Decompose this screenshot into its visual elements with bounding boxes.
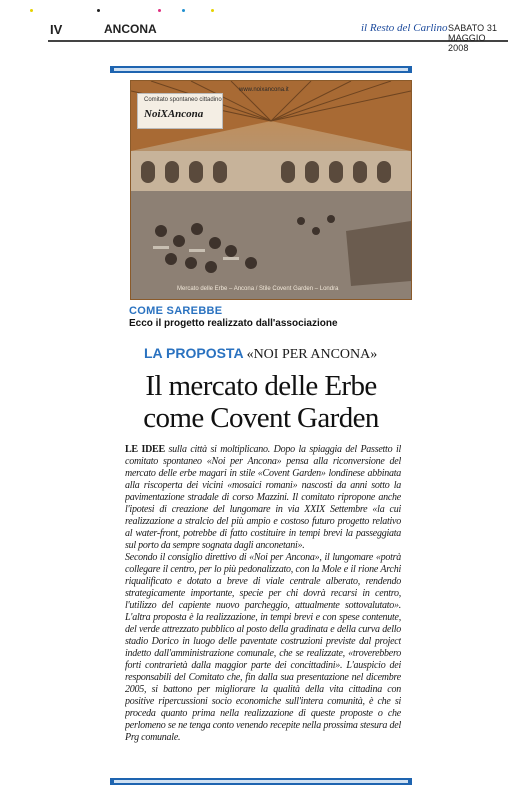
headline-line-1: Il mercato delle Erbe [145, 370, 377, 402]
article-photo [130, 80, 412, 300]
headline-line-2: come Covent Garden [143, 402, 379, 434]
article-body [125, 444, 401, 766]
photo-caption: Ecco il progetto realizzato dall'associazione [129, 318, 338, 329]
frame-bottom-bar [110, 778, 412, 785]
photo-inner-caption: Mercato delle Erbe – Ancona / Stile Covent Garden – Londra [177, 286, 339, 292]
newspaper-name: il Resto del Carlino [361, 22, 448, 34]
registration-dot-yellow-2 [211, 9, 214, 12]
article-kicker [144, 345, 377, 363]
article-lead: LE IDEE [125, 444, 165, 455]
print-registration-marks [0, 9, 517, 15]
logo-tagline: Comitato spontaneo cittadino [144, 97, 222, 103]
noixancona-logo [137, 93, 223, 129]
page-number: IV [50, 22, 63, 37]
caption-kicker: COME SAREBBE [129, 305, 223, 317]
article-paragraph-2: Secondo il consiglio direttivo di «Noi per Ancona», il lungomare «potrà collegare il centro, per lo più pedonalizzato, con la Mole e il rione Archi riqualificato e dotato a breve di viale centrale alberato, rendendo strategicamente importante, specie per chi dovrà recarsi in centro, l'utilizzo del capiente nuovo parcheggio, attualmente sottovalutato». L'altra proposta è la realizzazione, in tempi brevi e con spese contenute, del verde attrezzato pubblico al posto della gradinata e della curva dello stadio Dorico in luogo delle paventate costruzioni previste dal project indetto dall'amministrazione comunale, che se realizzate, «troverebbero forti contrarietà dalla maggior parte dei concittadini». L'auspicio dei responsabili del Comitato che, fin dalla sua presentazione nel dicembre 2005, si battono per migliorare la qualità della vita cittadina con positive ripercussioni socio economiche sull'intera comunità, è che si proceda quanto prima nella realizzazione di queste proposte o che perlomeno se ne tenga conto venendo recepite nella prossima stesura del Prg comunale. [125, 552, 401, 743]
section-name: ANCONA [104, 22, 157, 36]
issue-date: SABATO 31 MAGGIO 2008 [448, 23, 498, 53]
registration-dot-black [97, 9, 100, 12]
paragraph-1-text: sulla città si moltiplicano. Dopo la spiaggia del Passetto il comitato spontaneo «Noi per Ancona» pensa alla riconversione del mercato delle erbe magari in stile «Covent Garden» londinese abbinata alla riscoperta dei vicini «mosaici romani» nascosti da anni sotto la pavimentazione stradale di corso Mazzini. Il comitato ripropone anche l'ipotesi di creazione del lungomare in via XXIX Settembre «la cui realizzazione a stralcio del più ampio e costoso futuro progetto relativo al water-front, potrebbe di fatto costituire in tempi brevi la passeggiata sul porto da sempre sognata dagli anconetani». [125, 444, 401, 551]
kicker-topic: LA PROPOSTA [144, 345, 244, 361]
frame-top-bar [110, 66, 412, 73]
registration-dot-magenta [158, 9, 161, 12]
kicker-source: «NOI PER ANCONA» [246, 347, 378, 362]
registration-dot-yellow [30, 9, 33, 12]
website-url: www.noixancona.it [239, 87, 289, 93]
article-paragraph-1 [125, 444, 401, 552]
logo-wordmark: NoiXAncona [144, 108, 204, 120]
registration-dot-cyan [182, 9, 185, 12]
newspaper-header [48, 18, 508, 53]
